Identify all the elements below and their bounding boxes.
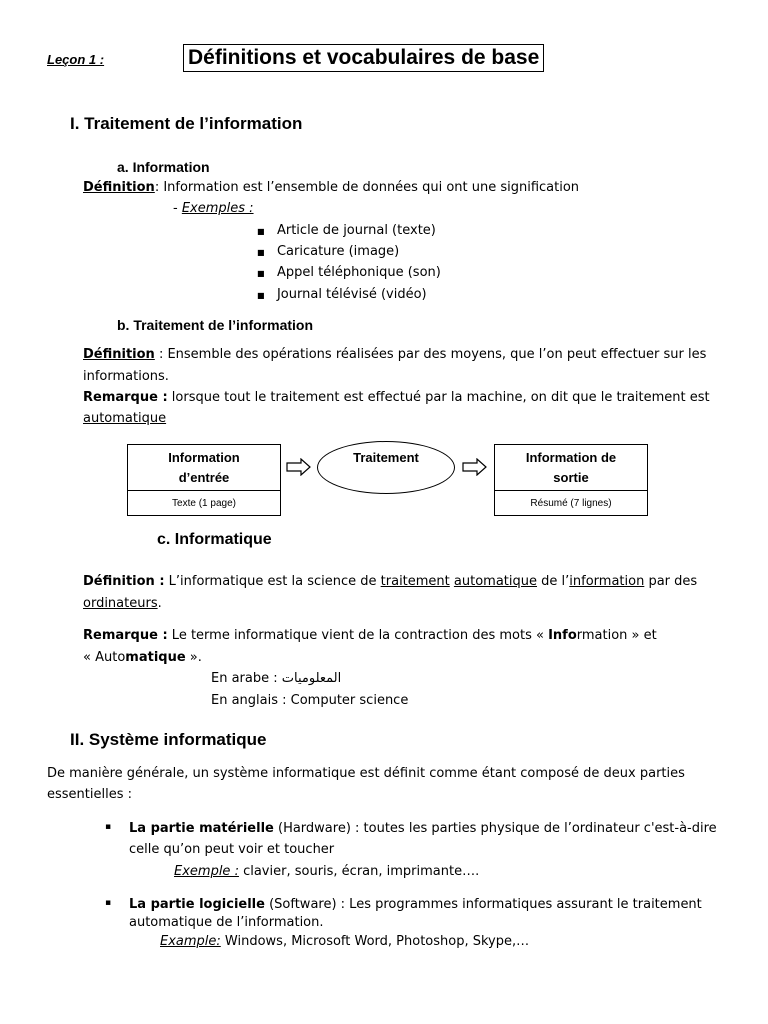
subsection-b-heading: b. Traitement de l’information: [117, 317, 314, 333]
lesson-label: Leçon 1 :: [47, 52, 105, 67]
input-box-title: Information d’entrée: [128, 445, 280, 491]
output-box: [494, 444, 648, 516]
hardware-line1: La partie matérielle (Hardware) : toutes les parties physique de l’ordinateur c'est-à-dire: [129, 821, 717, 836]
example-item: ■ Caricature (image): [257, 244, 400, 259]
section-1-heading: I. Traitement de l’information: [70, 114, 303, 133]
intro-line1: De manière générale, un système informatique est définit comme étant composé de deux parties: [47, 766, 685, 781]
process-ellipse: [317, 441, 455, 494]
section-2-heading: II. Système informatique: [70, 730, 267, 749]
remark-traitement-line1: Remarque : lorsque tout le traitement est effectué par la machine, on dit que le traitement est: [83, 390, 710, 405]
definition-information: [83, 180, 579, 195]
software-line1: La partie logicielle (Software) : Les programmes informatiques assurant le traitement: [129, 897, 702, 912]
page-title: Définitions et vocabulaires de base: [183, 44, 544, 72]
definition-text: : Information est l’ensemble de données qui ont une signification: [154, 180, 580, 195]
definition-informatique-line2: ordinateurs.: [83, 596, 162, 611]
translation-anglais: En anglais : Computer science: [211, 693, 409, 708]
bullet-icon: ▪: [105, 898, 112, 908]
examples-heading: - Exemples :: [173, 201, 254, 216]
input-box: [127, 444, 281, 516]
definition-label: Définition: [83, 180, 155, 195]
remark-traitement-line2: automatique: [83, 411, 167, 426]
definition-traitement-line2: informations.: [83, 369, 169, 384]
examples-label: Exemples :: [181, 201, 254, 216]
example-item: ■ Article de journal (texte): [257, 223, 436, 238]
subsection-c-heading: c. Informatique: [157, 531, 272, 548]
intro-line2: essentielles :: [47, 787, 132, 802]
process-label: Traitement: [353, 450, 419, 465]
arrow-right-icon: [462, 458, 488, 476]
remark-informatique-line2: « Automatique ».: [83, 650, 202, 665]
hardware-line2: celle qu’on peut voir et toucher: [129, 842, 335, 857]
example-item: ■ Journal télévisé (vidéo): [257, 287, 427, 302]
translation-arabe: En arabe : المعلوميات: [211, 671, 342, 686]
hardware-example: Exemple : clavier, souris, écran, imprimante….: [174, 864, 480, 879]
software-example: Example: Windows, Microsoft Word, Photoshop, Skype,…: [160, 934, 530, 949]
definition-traitement-line1: Définition : Ensemble des opérations réalisées par des moyens, que l’on peut effectuer sur les: [83, 347, 707, 362]
definition-informatique-line1: Définition : L’informatique est la science de traitement automatique de l’information par des: [83, 574, 698, 589]
output-box-subtitle: Résumé (7 lignes): [530, 497, 612, 509]
example-item: ■ Appel téléphonique (son): [257, 265, 441, 280]
arrow-right-icon: [286, 458, 312, 476]
bullet-icon: ▪: [105, 822, 112, 832]
output-box-title: Information de sortie: [495, 445, 647, 491]
input-box-subtitle: Texte (1 page): [172, 497, 236, 509]
subsection-a-heading: a. Information: [117, 159, 210, 175]
software-line2: automatique de l’information.: [129, 915, 324, 930]
remark-informatique-line1: Remarque : Le terme informatique vient de la contraction des mots « Information » et: [83, 628, 657, 643]
